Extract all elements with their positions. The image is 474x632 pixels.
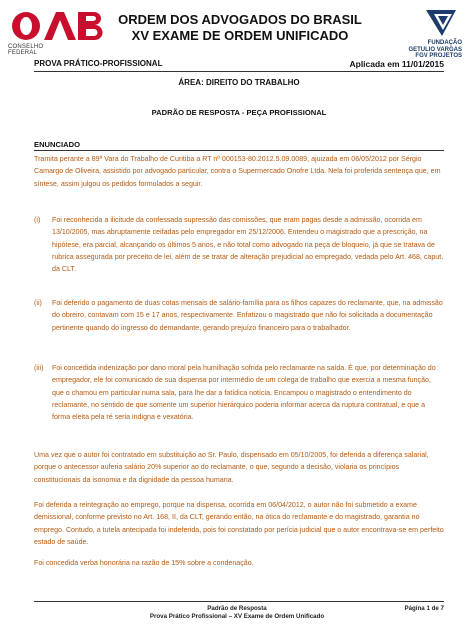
oab-logo-mark (10, 10, 106, 42)
header-divider (34, 71, 444, 72)
page-number: Página 1 de 7 (404, 605, 444, 612)
applied-date: Aplicada em 11/01/2015 (349, 59, 444, 69)
fgv-line1: FUNDAÇÃO (427, 40, 462, 46)
paragraph-reinstatement: Foi deferida a reintegração ao emprego, porque na dispensa, ocorrida em 06/04/2012, o autor não foi submetido a exame demissional, conforme previsto no Art. 168, II, da CLT, gerando então, na ótica do reclamante e do magistrado, garantia no emprego. Contudo, a tutela antecipada foi indeferida, pois foi constatado por perícia judicial que o autor encontrava-se em perfeito estado de saúde. (34, 501, 444, 546)
header-title-line2: XV EXAME DE ORDEM UNIFICADO (131, 28, 349, 43)
section-divider (34, 150, 444, 151)
exam-type: PROVA PRÁTICO-PROFISSIONAL (34, 59, 163, 68)
exam-area: ÁREA: DIREITO DO TRABALHO (178, 78, 300, 87)
oab-subtitle: CONSELHO FEDERAL (8, 44, 44, 56)
header-title-line1: ORDEM DOS ADVOGADOS DO BRASIL (118, 12, 362, 27)
fgv-line3: FGV PROJETOS (415, 53, 462, 60)
paragraph-salary-difference: Uma vez que o autor foi contratado em substituição ao Sr. Paulo, dispensado em 05/10/2005, foi deferida a diferença salarial, porque o antecessor auferia salário 20% superior ao do reclamante, o que, segundo a decisão, violaria os princípios constitucionais da isonomia e da dignidade da pessoa humana. (34, 451, 429, 484)
list-item-text: Foi deferido o pagamento de duas cotas mensais de salário-família para os filhos capazes do reclamante, que, na admissão do obreiro, contavam com 15 e 17 anos, respectivamente. Enfatizou o magistrado que não foi solicitada a documentação pertinente quando do ingresso do demandante, gerando prejuízo financeiro para o trabalhador. (52, 299, 443, 332)
list-item-number: (i) (34, 216, 41, 224)
intro-paragraph: Tramita perante a 89ª Vara do Trabalho de Curitiba a RT nº 000153-80.2012.5.09.0089, ajuizada em 06/05/2012 por Sérgio Camargo de Oliveira, assistido por advogado particular, contra o Supermercado Onofre Ltda. Nela foi proferida sentença que, em síntese, assim julgou os pedidos formulados a seguir. (34, 155, 441, 188)
footer-divider (34, 601, 444, 602)
fgv-logo (392, 6, 462, 62)
fgv-line2: GETULIO VARGAS (408, 46, 462, 53)
header-title (110, 12, 370, 44)
oab-logo (8, 10, 106, 54)
list-item-text: Foi concedida indenização por dano moral pela humilhação sofrida pelo reclamante na saída. É que, por determinação do empregador, ele foi comunicado de sua dispensa por intermédio de um colega de trabalho que exercia a mesma função, que o chamou em particular numa sala, para lhe dar a fatídica notícia. Encampou o magistrado o entendimento do reclamante, no sentido de que somente um superior hierárquico poderia informar acerca da ruptura contratual, e que a forma eleita pela ré seria indigna e vexatória. (52, 364, 436, 422)
document-title: PADRÃO DE RESPOSTA - PEÇA PROFISSIONAL (151, 108, 327, 117)
list-item-number: (ii) (34, 299, 42, 307)
fgv-logo-mark (392, 6, 462, 40)
fgv-text (392, 40, 462, 60)
section-heading: ENUNCIADO (34, 140, 80, 149)
footer-line1: Padrão de Resposta (207, 605, 267, 612)
list-item-number: (iii) (34, 364, 44, 372)
list-item-text: Foi reconhecida a ilicitude da confessada supressão das comissões, que eram pagas desde a admissão, ocorrida em 13/10/2005, mas abruptamente ceifadas pelo empregador em 25/12/2006. Entendeu o magistrado que a prescrição, na hipótese, era parcial, alcançando os últimos 5 anos, e não total como advogado na peça de bloqueio, já que se tratava de rubrica assegurada por preceito de lei, além de se tratar de alteração prejudicial ao empregado, vedada pelo Art. 468, caput, da CLT. (52, 216, 444, 274)
paragraph-fees: Foi concedida verba honorária na razão de 15% sobre a condenação. (34, 559, 254, 567)
footer-line2: Prova Prático Profissional – XV Exame de Ordem Unificado (149, 613, 325, 620)
footer-text (100, 605, 374, 621)
